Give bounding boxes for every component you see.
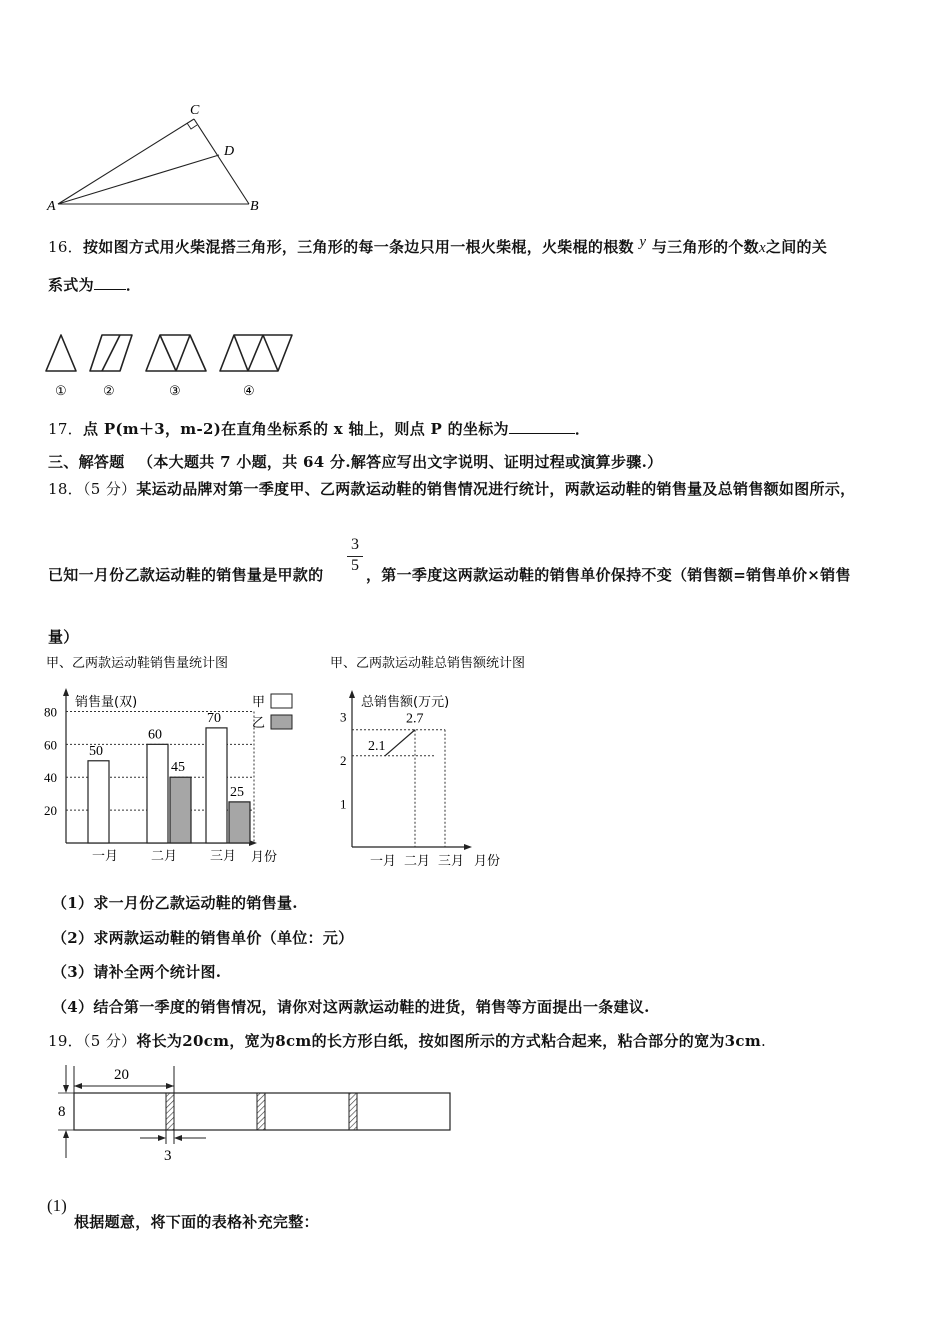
q18-text-b: 已知一月份乙款运动鞋的销售量是甲款的 — [48, 566, 324, 584]
line-y-tick: 3 — [340, 709, 347, 725]
bar-x-tick: 二月 — [151, 849, 178, 864]
label-c: C — [190, 103, 200, 118]
bar-chart-title: 甲、乙两款运动鞋销售量统计图 — [46, 656, 229, 671]
bar-data-label: 70 — [207, 710, 221, 726]
line-data-label: 2.7 — [406, 711, 424, 727]
bar-y-tick: 60 — [44, 737, 57, 753]
bar-y-tick: 20 — [44, 803, 57, 819]
line-x-arrow — [464, 844, 472, 850]
q17-number: 17． — [48, 420, 83, 438]
match-shape-1 — [46, 335, 76, 371]
q19-wid: 8cm — [275, 1032, 312, 1050]
q19-len: 20cm — [182, 1032, 230, 1050]
q16-end: ． — [125, 276, 142, 294]
q19-text-b: ，宽为 — [229, 1032, 276, 1050]
q18-line3 — [48, 626, 79, 647]
bar-y-tick: 40 — [44, 770, 57, 786]
q19-line — [48, 1030, 766, 1051]
matchstick-figure — [40, 325, 310, 400]
match-label-3: ③ — [169, 383, 181, 398]
line-y-tick: 1 — [340, 796, 347, 812]
dim-width: 8 — [58, 1104, 66, 1120]
q18-fraction — [345, 536, 365, 575]
section3-title: 三、解答题 — [48, 453, 125, 471]
dim-overlap: 3 — [164, 1148, 172, 1164]
q18-line2b — [366, 564, 851, 585]
q18-text-c: ，第一季度这两款运动鞋的销售单价保持不变（销售额=销售单价×销售 — [366, 566, 851, 584]
q19-text-c: 的长方形白纸，按如图所示的方式粘合起来，粘合部分的宽为 — [311, 1032, 725, 1050]
bar-乙 — [170, 777, 191, 843]
q18-line2 — [48, 564, 323, 585]
paper-strips-figure — [44, 1060, 464, 1165]
q16-answer-blank[interactable] — [94, 275, 126, 290]
q16-var-y: y — [639, 234, 647, 250]
label-d: D — [224, 144, 235, 159]
bar-data-label: 45 — [171, 760, 185, 776]
q18-text-d: 量） — [48, 628, 79, 646]
line-x-tick: 一月 — [370, 854, 397, 869]
q18-sub4: （4）结合第一季度的销售情况，请你对这两款运动鞋的进货，销售等方面提出一条建议. — [52, 998, 650, 1016]
q16-line2-text: 系式为 — [48, 276, 94, 294]
q16-text-a: 按如图方式用火柴混搭三角形，三角形的每一条边只用一根火柴棍，火柴棍的根数 — [83, 238, 634, 256]
bar-x-tick: 一月 — [92, 849, 119, 864]
q18-text-a: 某运动品牌对第一季度甲、乙两款运动鞋的销售情况进行统计，两款运动鞋的销售量及总销售额如图所示， — [136, 480, 856, 498]
bar-甲 — [206, 728, 227, 843]
q18-frac-num: 3 — [351, 536, 359, 553]
q18-score: （5 分） — [83, 480, 137, 498]
line-x-tick: 二月 — [404, 854, 431, 869]
match-label-2: ② — [103, 383, 115, 398]
q19-text-a: 将长为 — [136, 1032, 183, 1050]
q19-end: . — [761, 1032, 767, 1050]
q17-answer-blank[interactable] — [509, 419, 575, 434]
bar-data-label: 25 — [230, 784, 244, 800]
section3-heading — [48, 451, 662, 472]
q16-text-c: 之间的关 — [765, 238, 828, 256]
label-b: B — [250, 199, 259, 214]
q18-sub3: （3）请补全两个统计图. — [52, 963, 222, 981]
q17-line — [48, 418, 590, 439]
q16-number: 16． — [48, 238, 83, 256]
q19-score: （5 分） — [83, 1032, 137, 1050]
legend-swatch — [271, 715, 292, 729]
bar-y-tick: 80 — [44, 704, 57, 720]
glue-area-1 — [166, 1093, 174, 1130]
bar-y-label: 销售量(双) — [75, 695, 138, 710]
dim-length: 20 — [114, 1067, 129, 1083]
q18-number: 18． — [48, 480, 83, 498]
line-series — [385, 730, 415, 756]
q19-sub1: 根据题意，将下面的表格补充完整： — [74, 1213, 319, 1231]
q16-line2 — [48, 274, 141, 295]
glue-area-3 — [349, 1093, 357, 1130]
bar-乙 — [229, 802, 250, 843]
line-data-label: 2.1 — [368, 738, 386, 754]
q19-sub1-label: (1) — [47, 1196, 67, 1215]
match-label-4: ④ — [243, 383, 255, 398]
legend-label: 乙 — [252, 716, 266, 731]
q16-line1 — [48, 236, 827, 257]
q17-end: ． — [574, 420, 591, 438]
bar-data-label: 50 — [89, 743, 103, 759]
triangle-figure — [44, 98, 274, 216]
match-shape-4 — [220, 335, 292, 371]
label-a: A — [47, 199, 56, 214]
total-sales-chart — [326, 650, 526, 872]
legend-swatch — [271, 694, 292, 708]
line-y-arrow — [349, 690, 355, 698]
q16-var-x: x — [758, 240, 766, 256]
q19-overlap: 3cm — [724, 1032, 762, 1050]
bar-x-tick: 三月 — [210, 849, 237, 864]
q19-number: 19． — [48, 1032, 83, 1050]
bar-甲 — [88, 761, 109, 843]
line-y-label: 总销售额(万元) — [361, 695, 450, 710]
bar-y-arrow — [63, 688, 69, 696]
sales-volume-chart — [44, 650, 314, 872]
line-y-tick: 2 — [340, 753, 347, 769]
q18-frac-den: 5 — [351, 557, 359, 574]
q18-sub2: （2）求两款运动鞋的销售单价（单位：元） — [52, 929, 354, 947]
line-chart-title: 甲、乙两款运动鞋总销售额统计图 — [330, 656, 526, 671]
match-shape-3 — [146, 335, 206, 371]
bar-甲 — [147, 744, 168, 843]
section3-note: （本大题共 7 小题，共 64 分.解答应写出文字说明、证明过程或演算步骤.） — [138, 453, 663, 471]
bar-data-label: 60 — [148, 727, 162, 743]
bar-x-label: 月份 — [251, 850, 278, 865]
q18-sub1: （1）求一月份乙款运动鞋的销售量. — [52, 894, 298, 912]
q18-line1 — [48, 478, 855, 499]
line-x-tick: 三月 — [438, 854, 465, 869]
line-x-label: 月份 — [474, 854, 501, 869]
q16-text-b: 与三角形的个数 — [651, 238, 759, 256]
match-label-1: ① — [55, 383, 67, 398]
match-shape-2 — [90, 335, 132, 371]
legend-label: 甲 — [252, 695, 266, 710]
q17-text: 点 P(m＋3，m-2)在直角坐标系的 x 轴上，则点 P 的坐标为 — [83, 420, 509, 438]
glue-area-2 — [257, 1093, 265, 1130]
